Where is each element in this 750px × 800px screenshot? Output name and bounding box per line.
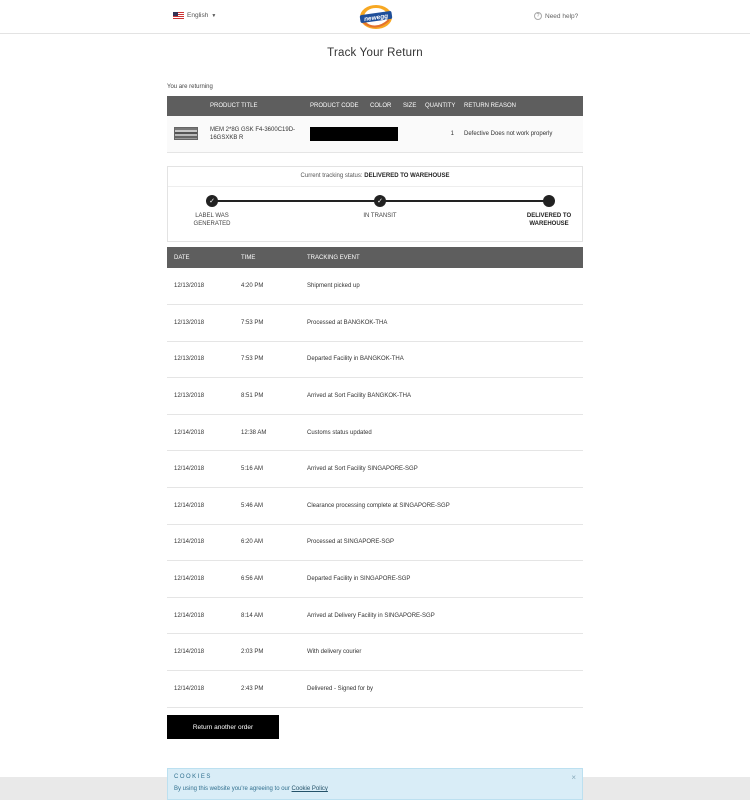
returning-label: You are returning	[167, 84, 213, 90]
header-time: TIME	[241, 247, 307, 268]
step-label-generated	[182, 212, 242, 228]
event-description: Clearance processing complete at SINGAPORE-SGP	[307, 488, 583, 525]
help-label: Need help?	[545, 12, 579, 20]
product-table	[167, 96, 583, 153]
event-time: 7:53 PM	[241, 341, 307, 378]
page-title: Track Your Return	[327, 47, 423, 59]
table-row	[167, 268, 583, 305]
event-date: 12/13/2018	[167, 268, 241, 305]
event-time: 12:38 AM	[241, 414, 307, 451]
event-date: 12/13/2018	[167, 341, 241, 378]
header-date: DATE	[167, 247, 241, 268]
tracking-status-box	[167, 166, 583, 242]
product-title: MEM 2*8G GSK F4-3600C19D-16GSXKB R	[210, 116, 310, 152]
thumb-header	[167, 96, 210, 116]
step-label-generated-line1: LABEL WAS	[195, 213, 229, 219]
step-label-generated-check-icon: ✓	[206, 195, 218, 207]
table-row	[167, 341, 583, 378]
header-product-code: PRODUCT CODE	[310, 96, 370, 116]
header-tracking-event: TRACKING EVENT	[307, 247, 583, 268]
event-date: 12/13/2018	[167, 305, 241, 342]
need-help-link[interactable]	[534, 12, 578, 20]
event-description: Arrived at Delivery Facility in SINGAPORE-SGP	[307, 597, 583, 634]
event-description: Delivered - Signed for by	[307, 671, 583, 708]
event-time: 5:46 AM	[241, 488, 307, 525]
event-description: Arrived at Sort Facility BANGKOK-THA	[307, 378, 583, 415]
cookie-policy-link[interactable]: Cookie Policy	[291, 786, 328, 792]
event-time: 6:20 AM	[241, 524, 307, 561]
cookie-text	[174, 786, 328, 792]
language-selector[interactable]	[173, 12, 216, 19]
step-label-generated-line2: GENERATED	[193, 221, 231, 227]
tracking-status	[168, 173, 582, 179]
event-date: 12/14/2018	[167, 488, 241, 525]
header-color: COLOR	[370, 96, 403, 116]
event-time: 2:03 PM	[241, 634, 307, 671]
event-date: 12/14/2018	[167, 414, 241, 451]
event-time: 8:14 AM	[241, 597, 307, 634]
step-delivered-line2: WAREHOUSE	[529, 221, 569, 227]
language-label: English	[187, 12, 209, 19]
caret-down-icon: ▼	[211, 12, 217, 19]
newegg-logo[interactable]	[355, 4, 397, 30]
product-table-header	[167, 96, 583, 116]
return-another-order-button[interactable]: Return another order	[167, 715, 279, 739]
redacted-cell	[310, 116, 425, 152]
event-description: With delivery courier	[307, 634, 583, 671]
product-return-reason: Defective Does not work properly	[464, 116, 583, 152]
memory-module-image	[174, 127, 198, 140]
table-row	[167, 451, 583, 488]
us-flag-icon	[173, 12, 184, 19]
step-in-transit-line1: IN TRANSIT	[363, 213, 397, 219]
cookie-title: COOKIES	[174, 774, 212, 780]
events-body	[167, 268, 583, 707]
table-row	[167, 671, 583, 708]
event-description: Processed at SINGAPORE-SGP	[307, 524, 583, 561]
site-header	[0, 0, 750, 34]
event-time: 6:56 AM	[241, 561, 307, 598]
table-row	[167, 634, 583, 671]
table-row	[167, 561, 583, 598]
header-quantity: QUANTITY	[425, 96, 464, 116]
event-description: Departed Facility in BANGKOK-THA	[307, 341, 583, 378]
redacted-block	[310, 127, 398, 141]
logo-text: newegg	[363, 12, 389, 24]
step-in-transit	[350, 212, 410, 220]
event-description: Shipment picked up	[307, 268, 583, 305]
event-date: 12/14/2018	[167, 634, 241, 671]
step-delivered-line1: DELIVERED TO	[526, 213, 572, 219]
event-time: 4:20 PM	[241, 268, 307, 305]
event-date: 12/14/2018	[167, 597, 241, 634]
step-in-transit-check-icon: ✓	[374, 195, 386, 207]
event-time: 8:51 PM	[241, 378, 307, 415]
table-row	[167, 488, 583, 525]
status-label: Current tracking status:	[300, 173, 363, 179]
event-description: Arrived at Sort Facility SINGAPORE-SGP	[307, 451, 583, 488]
event-date: 12/14/2018	[167, 671, 241, 708]
event-date: 12/14/2018	[167, 561, 241, 598]
header-size: SIZE	[403, 96, 425, 116]
event-date: 12/14/2018	[167, 524, 241, 561]
status-value: DELIVERED TO WAREHOUSE	[364, 173, 450, 179]
table-row	[167, 597, 583, 634]
header-product-title: PRODUCT TITLE	[210, 96, 310, 116]
event-date: 12/14/2018	[167, 451, 241, 488]
table-row	[167, 378, 583, 415]
product-row	[167, 116, 583, 152]
event-time: 2:43 PM	[241, 671, 307, 708]
table-row	[167, 305, 583, 342]
tracking-events-table	[167, 247, 583, 708]
cookie-banner	[167, 768, 583, 800]
product-thumbnail-cell	[167, 116, 210, 152]
cookie-message: By using this website you're agreeing to our	[174, 786, 292, 792]
table-row	[167, 414, 583, 451]
event-time: 5:16 AM	[241, 451, 307, 488]
product-quantity: 1	[425, 116, 464, 152]
event-time: 7:53 PM	[241, 305, 307, 342]
event-date: 12/13/2018	[167, 378, 241, 415]
close-icon[interactable]: ×	[571, 773, 576, 782]
event-description: Customs status updated	[307, 414, 583, 451]
status-divider	[168, 186, 582, 187]
table-row	[167, 524, 583, 561]
event-description: Processed at BANGKOK-THA	[307, 305, 583, 342]
header-return-reason: RETURN REASON	[464, 96, 583, 116]
question-icon: ?	[534, 12, 542, 20]
event-description: Departed Facility in SINGAPORE-SGP	[307, 561, 583, 598]
events-header	[167, 247, 583, 268]
step-delivered-current-icon	[543, 195, 555, 207]
step-delivered-to-warehouse	[519, 212, 579, 228]
